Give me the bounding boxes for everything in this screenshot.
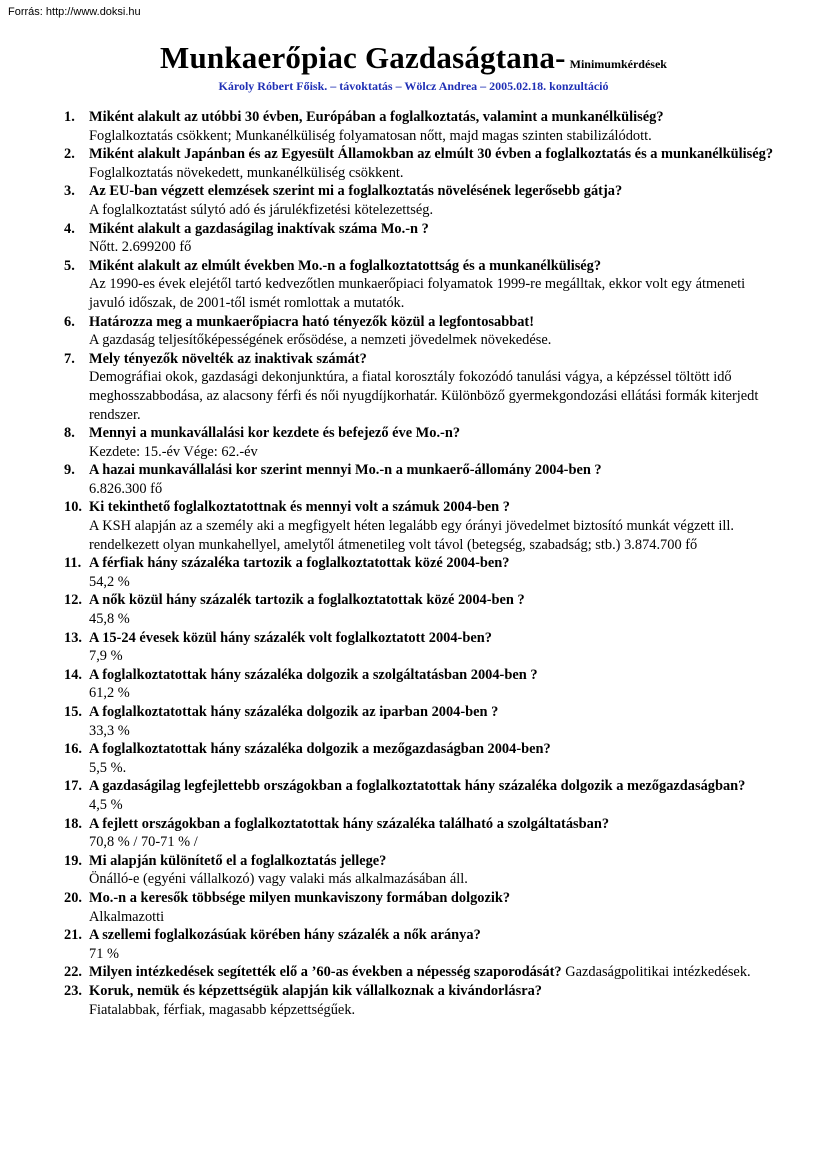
question-text: Koruk, nemük és képzettségük alapján kik vállalkoznak a kivándorlásra? [89, 982, 542, 999]
question-item [64, 350, 784, 424]
question-number: 22. [64, 964, 82, 981]
answer-text: Foglalkoztatás növekedett, munkanélküliség csökkent. [89, 164, 404, 181]
question-item [64, 963, 784, 982]
question-number: 1. [64, 109, 75, 125]
question-item [64, 145, 784, 182]
question-number: 4. [64, 220, 75, 237]
question-number: 11. [64, 555, 82, 572]
question-item [64, 313, 784, 350]
answer-text: A KSH alapján az a személy aki a megfigyelt héten legalább egy órányi jövedelmet biztosító munkát végzett ill. rendelkezett olyan munkahellyel, amelytől átmenetileg volt távol (betegség, szabadság; stb.) 3.874.700 fő [89, 518, 734, 553]
answer-text: 61,2 % [89, 685, 130, 702]
question-number: 14. [64, 666, 82, 683]
answer-text: 5,5 %. [89, 759, 127, 776]
question-text: Mely tényezők növelték az inaktivak számát? [89, 350, 367, 367]
answer-text: Alkalmazotti [89, 908, 165, 925]
question-item [64, 498, 784, 554]
question-text: A szellemi foglalkozásúak körében hány százalék a nők aránya? [89, 927, 481, 944]
page-subtitle: Károly Róbert Főisk. – távoktatás – Wölcz Andrea – 2005.02.18. konzultáció [218, 79, 609, 93]
question-text: Miként alakult az utóbbi 30 évben, Európában a foglalkoztatás, valamint a munkanélküliség? [89, 109, 664, 125]
question-text: A férfiak hány százaléka tartozik a foglalkoztatottak közé 2004-ben? [89, 555, 510, 572]
question-text: Az EU-ban végzett elemzések szerint mi a foglalkoztatás növelésének legerősebb gátja? [89, 183, 623, 200]
question-number: 10. [64, 499, 82, 516]
question-item [64, 554, 784, 591]
question-text: A foglalkoztatottak hány százaléka dolgozik az iparban 2004-ben ? [89, 704, 499, 720]
question-number: 18. [64, 815, 82, 832]
question-item [64, 182, 784, 219]
answer-text: 54,2 % [89, 573, 130, 590]
source-line: Forrás: http://www.doksi.hu [8, 6, 141, 18]
answer-text: Fiatalabbak, férfiak, magasabb képzettségűek. [89, 1001, 356, 1018]
question-item [64, 591, 784, 628]
question-item [64, 257, 784, 313]
question-text: Milyen intézkedések segítették elő a ’60-as években a népesség szaporodását? [89, 964, 562, 981]
question-text: A fejlett országokban a foglalkoztatottak hány százaléka található a szolgáltatásban? [89, 815, 610, 832]
answer-text: Önálló-e (egyéni vállalkozó) vagy valaki más alkalmazásában áll. [89, 871, 468, 888]
question-item [64, 461, 784, 498]
question-number: 13. [64, 629, 82, 646]
question-text: Miként alakult a gazdaságilag inaktívak száma Mo.-n ? [89, 220, 429, 237]
answer-text: Foglalkoztatás csökkent; Munkanélküliség folyamatosan nőtt, majd magas szinten stabilizálódott. [89, 127, 652, 144]
question-item [64, 926, 784, 963]
question-number: 23. [64, 982, 82, 999]
question-item [64, 740, 784, 777]
question-text: A foglalkoztatottak hány százaléka dolgozik a szolgáltatásban 2004-ben ? [89, 666, 538, 683]
question-text: Miként alakult Japánban és az Egyesült Államokban az elmúlt 30 évben a foglalkoztatás és a munkanélküliség? [89, 146, 774, 163]
answer-text: Kezdete: 15.-év Vége: 62.-év [89, 443, 258, 460]
question-text: A 15-24 évesek közül hány százalék volt foglalkoztatott 2004-ben? [89, 629, 492, 646]
question-number: 7. [64, 350, 75, 367]
answer-text: Az 1990-es évek elejétől tartó kedvezőtlen munkaerőpiaci folyamatok 1999-re megálltak, ekkor volt egy átmeneti javuló időszak, de 2001-től ismét romlottak a mutatók. [89, 276, 746, 311]
answer-text: A foglalkoztatást súlytó adó és járulékfizetési kötelezettség. [89, 201, 434, 218]
answer-text: Gazdaságpolitikai intézkedések. [565, 964, 751, 981]
question-text: Határozza meg a munkaerőpiacra ható tényezők közül a legfontosabbat! [89, 313, 535, 330]
question-item [64, 777, 784, 814]
question-text: A hazai munkavállalási kor szerint mennyi Mo.-n a munkaerő-állomány 2004-ben ? [89, 462, 602, 479]
answer-text: 71 % [89, 945, 119, 962]
page-title: Munkaerőpiac Gazdaságtana- [160, 40, 566, 75]
question-item [64, 424, 784, 461]
question-number: 17. [64, 778, 82, 795]
question-text: Mennyi a munkavállalási kor kezdete és befejező éve Mo.-n? [89, 425, 461, 442]
question-number: 5. [64, 257, 75, 274]
question-item [64, 666, 784, 703]
question-number: 21. [64, 927, 82, 944]
answer-text: A gazdaság teljesítőképességének erősödése, a nemzeti jövedelmek növekedése. [89, 332, 552, 349]
question-number: 6. [64, 313, 75, 330]
question-item [64, 108, 784, 145]
question-number: 2. [64, 146, 75, 163]
question-number: 9. [64, 462, 75, 479]
question-text: Mi alapján különítető el a foglalkoztatás jellege? [89, 852, 387, 869]
question-number: 19. [64, 852, 82, 869]
question-number: 15. [64, 704, 82, 720]
question-text: A foglalkoztatottak hány százaléka dolgozik a mezőgazdaságban 2004-ben? [89, 741, 551, 758]
question-number: 12. [64, 592, 82, 609]
question-item [64, 982, 784, 1019]
question-text: A nők közül hány százalék tartozik a foglalkoztatottak közé 2004-ben ? [89, 592, 525, 609]
question-text: Miként alakult az elmúlt években Mo.-n a foglalkoztatottság és a munkanélküliség? [89, 257, 602, 274]
question-text: Ki tekinthető foglalkoztatottnak és mennyi volt a számuk 2004-ben ? [89, 499, 510, 516]
question-item [64, 629, 784, 666]
question-number: 20. [64, 889, 82, 906]
question-number: 3. [64, 183, 75, 200]
question-item [64, 220, 784, 257]
answer-text: 7,9 % [89, 648, 123, 665]
question-number: 8. [64, 425, 75, 442]
question-list [64, 108, 784, 1019]
answer-text: 4,5 % [89, 796, 123, 813]
answer-text: Nőtt. 2.699200 fő [89, 239, 192, 256]
page-title-row [0, 40, 827, 76]
question-text: Mo.-n a keresők többsége milyen munkaviszony formában dolgozik? [89, 889, 511, 906]
question-item [64, 815, 784, 852]
answer-text: Demográfiai okok, gazdasági dekonjunktúra, a fiatal korosztály fokozódó tanulási vágya, a képzéssel töltött idő meghosszabbodása, az alacsony férfi és női nyugdíjkorhatár. Különböző gyermekgondozási ellátási formák kiterjedt rendszer. [89, 369, 759, 423]
answer-text: 33,3 % [89, 722, 130, 739]
page-title-suffix: Minimumkérdések [569, 57, 667, 71]
question-item [64, 852, 784, 889]
answer-text: 6.826.300 fő [89, 480, 163, 497]
question-number: 16. [64, 741, 82, 758]
answer-text: 45,8 % [89, 611, 130, 628]
question-text: A gazdaságilag legfejlettebb országokban a foglalkoztatottak hány százaléka dolgozik a mezőgazdaságban? [89, 778, 746, 795]
question-item [64, 889, 784, 926]
answer-text: 70,8 % / 70-71 % / [89, 834, 198, 851]
question-item [64, 703, 784, 740]
